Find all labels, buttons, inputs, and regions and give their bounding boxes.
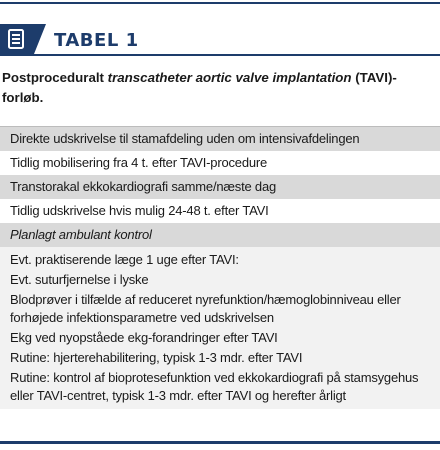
caption-text-italic: transcatheter aortic valve implantation bbox=[107, 70, 352, 85]
table-row: Tidlig udskrivelse hvis mulig 24-48 t. efter TAVI bbox=[10, 203, 269, 218]
table-row-group-heading: Planlagt ambulant kontrol bbox=[0, 223, 440, 247]
tavi-table bbox=[0, 126, 440, 409]
caption-text-1: Postproceduralt bbox=[2, 70, 108, 85]
header-badge bbox=[0, 24, 34, 54]
header-rule bbox=[0, 54, 440, 56]
table-row: Tidlig mobilisering fra 4 t. efter TAVI-procedure bbox=[10, 155, 268, 170]
followup-group bbox=[0, 247, 440, 409]
table-title: TABEL 1 bbox=[54, 30, 139, 51]
list-item: Evt. praktiserende læge 1 uge efter TAVI: bbox=[10, 252, 239, 267]
list-item: Rutine: hjerterehabilitering, typisk 1-3 mdr. efter TAVI bbox=[10, 350, 303, 365]
list-item: Evt. suturfjernelse i lyske bbox=[10, 272, 149, 287]
table-row: Transtorakal ekkokardiografi samme/næste dag bbox=[0, 175, 440, 199]
list-item: Ekg ved nyopståede ekg-forandringer efter TAVI bbox=[10, 330, 278, 345]
list-document-icon bbox=[8, 29, 26, 49]
table-row: Direkte udskrivelse til stamafdeling uden om intensivafdelingen bbox=[0, 126, 440, 151]
caption-text-2: (TAVI)-forløb. bbox=[2, 70, 397, 105]
table-caption bbox=[2, 68, 432, 108]
bottom-rule bbox=[0, 441, 440, 444]
header-badge-slant bbox=[34, 24, 46, 54]
list-item: Blodprøver i tilfælde af reduceret nyrefunktion/hæmoglobinniveau eller forhøjede infektionsparametre ved udskrivelsen bbox=[10, 292, 401, 325]
list-item: Rutine: kontrol af bioprotesefunktion ved ekkokardiografi på stamsygehus eller TAVI-centret, typisk 1-3 mdr. efter TAVI og herefter årligt bbox=[10, 370, 419, 403]
top-rule bbox=[0, 2, 440, 4]
